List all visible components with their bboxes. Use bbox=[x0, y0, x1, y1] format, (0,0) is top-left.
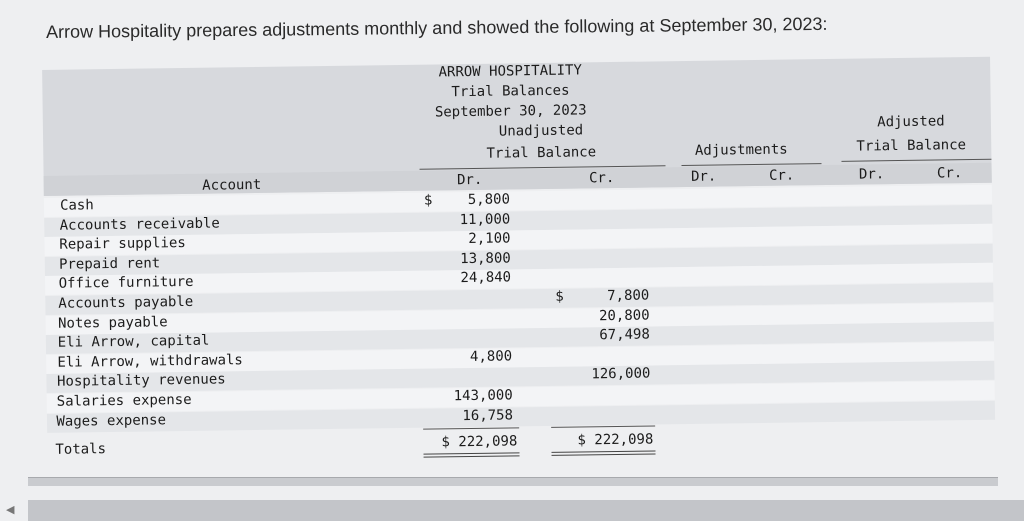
company-name: ARROW HOSPITALITY bbox=[438, 62, 582, 81]
unadjusted-dr-value: 5,800 bbox=[467, 191, 511, 209]
unadjusted-cr-value: 20,800 bbox=[598, 307, 650, 324]
worksheet-title: Trial Balances bbox=[451, 82, 570, 101]
account-name: Cash bbox=[59, 197, 94, 214]
adjusted-dr-header: Dr. bbox=[858, 166, 885, 183]
horizontal-scrollbar[interactable] bbox=[28, 500, 1024, 521]
worksheet-date: September 30, 2023 bbox=[434, 102, 587, 121]
dr-total: $ 222,098 bbox=[441, 433, 518, 451]
intro-text: Arrow Hospitality prepares adjustments monthly and showed the following at September 30, 2023: bbox=[46, 13, 828, 42]
unadjusted-dr-value: 2,100 bbox=[468, 230, 511, 248]
cr-currency-symbol: $ bbox=[555, 288, 564, 305]
trial-balance-worksheet bbox=[40, 49, 1006, 482]
adjustments-dr-header: Dr. bbox=[690, 168, 717, 185]
dr-total-double-underline bbox=[424, 452, 520, 457]
bottom-border bbox=[28, 477, 998, 486]
account-name: Repair supplies bbox=[59, 235, 186, 253]
unadjusted-cr-value: 7,800 bbox=[607, 287, 650, 305]
account-name: Salaries expense bbox=[56, 391, 192, 410]
account-name: Eli Arrow, capital bbox=[57, 332, 210, 351]
unadjusted-dr-header: Dr. bbox=[456, 171, 483, 189]
unadjusted-cr-value: 67,498 bbox=[599, 326, 650, 344]
cr-total: $ 222,098 bbox=[577, 431, 654, 449]
account-name: Eli Arrow, withdrawals bbox=[57, 351, 243, 371]
adjusted-trial-balance-label: Trial Balance bbox=[856, 137, 967, 155]
scroll-left-icon[interactable]: ◀ bbox=[6, 504, 15, 516]
unadjusted-dr-value: 24,840 bbox=[460, 269, 512, 287]
account-name: Wages expense bbox=[56, 411, 167, 430]
account-name: Accounts payable bbox=[58, 293, 194, 312]
adjusted-label: Adjusted bbox=[877, 113, 945, 131]
unadjusted-dr-value: 13,800 bbox=[460, 250, 511, 267]
adjustments-cr-header: Cr. bbox=[768, 167, 795, 184]
account-name: Accounts receivable bbox=[59, 215, 220, 234]
unadjusted-trial-balance-label: Trial Balance bbox=[486, 144, 597, 162]
unadjusted-dr-value: 11,000 bbox=[459, 211, 511, 228]
cr-total-double-underline bbox=[551, 450, 655, 455]
account-name: Prepaid rent bbox=[58, 255, 161, 273]
account-name: Office furniture bbox=[58, 274, 194, 293]
account-name: Notes payable bbox=[57, 313, 168, 332]
totals-label: Totals bbox=[55, 441, 107, 458]
account-column-header: Account bbox=[202, 176, 262, 194]
adjusted-cr-header: Cr. bbox=[936, 165, 963, 182]
dr-currency-symbol: $ bbox=[423, 192, 433, 209]
unadjusted-dr-value: 143,000 bbox=[453, 387, 513, 405]
adjustments-label: Adjustments bbox=[694, 141, 788, 159]
account-name: Hospitality revenues bbox=[56, 371, 226, 391]
unadjusted-cr-header: Cr. bbox=[588, 169, 615, 187]
unadjusted-dr-value: 4,800 bbox=[469, 348, 513, 365]
unadjusted-dr-value: 16,758 bbox=[462, 407, 514, 424]
unadjusted-label: Unadjusted bbox=[498, 122, 584, 140]
unadjusted-cr-value: 126,000 bbox=[591, 365, 651, 383]
